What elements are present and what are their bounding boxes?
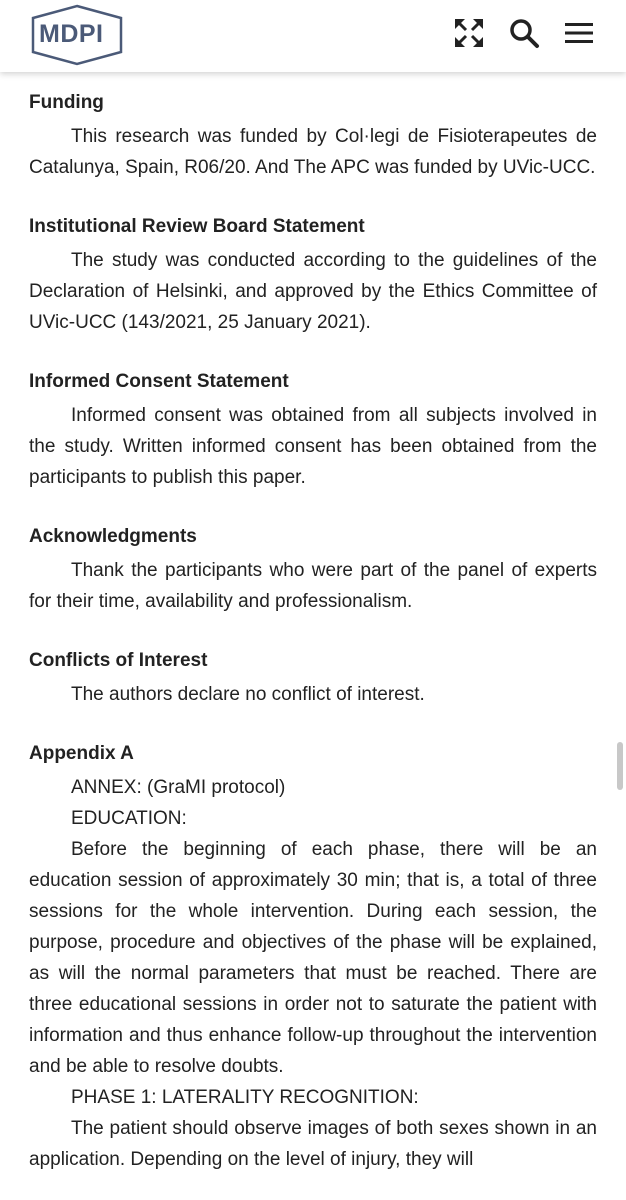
scrollbar[interactable] — [617, 742, 623, 790]
consent-section — [29, 367, 597, 493]
consent-heading: Informed Consent Statement — [29, 371, 289, 392]
appendix-education-label: EDUCATION: — [71, 808, 187, 829]
appendix-phase1-label: PHASE 1: LATERALITY RECOGNITION: — [71, 1087, 419, 1108]
appendix-education-text: Before the beginning of each phase, there will be an education session of approximately 30 min; that is, a total of three sessions for the whole intervention. During each session, the purpose, procedure and objectives of the phase will be explained, as will the normal parameters that must be reached. There are three educational sessions in order not to saturate the patient with information and thus enhance follow-up throughout the intervention and be able to resolve doubts. — [29, 839, 597, 1077]
consent-text: Informed consent was obtained from all subjects involved in the study. Written informed consent has been obtained from the participants to publish this paper. — [29, 405, 597, 488]
irb-section — [29, 212, 597, 338]
acknowledgments-heading: Acknowledgments — [29, 526, 197, 547]
conflicts-text: The authors declare no conflict of interest. — [71, 684, 425, 705]
appendix-phase1-text: The patient should observe images of both sexes shown in an application. Depending on the level of injury, they will — [29, 1118, 597, 1170]
irb-heading: Institutional Review Board Statement — [29, 216, 365, 237]
conflicts-section — [29, 646, 597, 710]
acknowledgments-section — [29, 522, 597, 617]
logo-text: MDPI — [39, 20, 104, 48]
irb-text: The study was conducted according to the guidelines of the Declaration of Helsinki, and approved by the Ethics Committee of UVic-UCC (143/2021, 25 January 2021). — [29, 250, 597, 333]
top-bar — [0, 0, 626, 72]
search-icon[interactable] — [507, 16, 541, 50]
funding-text: This research was funded by Col·legi de Fisioterapeutes de Catalunya, Spain, R06/20. And The APC was funded by UVic-UCC. — [29, 126, 597, 178]
appendix-annex: ANNEX: (GraMI protocol) — [71, 777, 286, 798]
appendix-heading: Appendix A — [29, 743, 134, 764]
acknowledgments-text: Thank the participants who were part of the panel of experts for their time, availability and professionalism. — [29, 560, 597, 612]
conflicts-heading: Conflicts of Interest — [29, 650, 208, 671]
article-content — [29, 72, 597, 1175]
funding-section — [29, 88, 597, 183]
mdpi-logo[interactable] — [29, 4, 125, 66]
menu-icon[interactable] — [562, 16, 596, 50]
expand-icon[interactable] — [452, 16, 486, 50]
funding-heading: Funding — [29, 92, 104, 113]
appendix-section — [29, 739, 597, 1175]
